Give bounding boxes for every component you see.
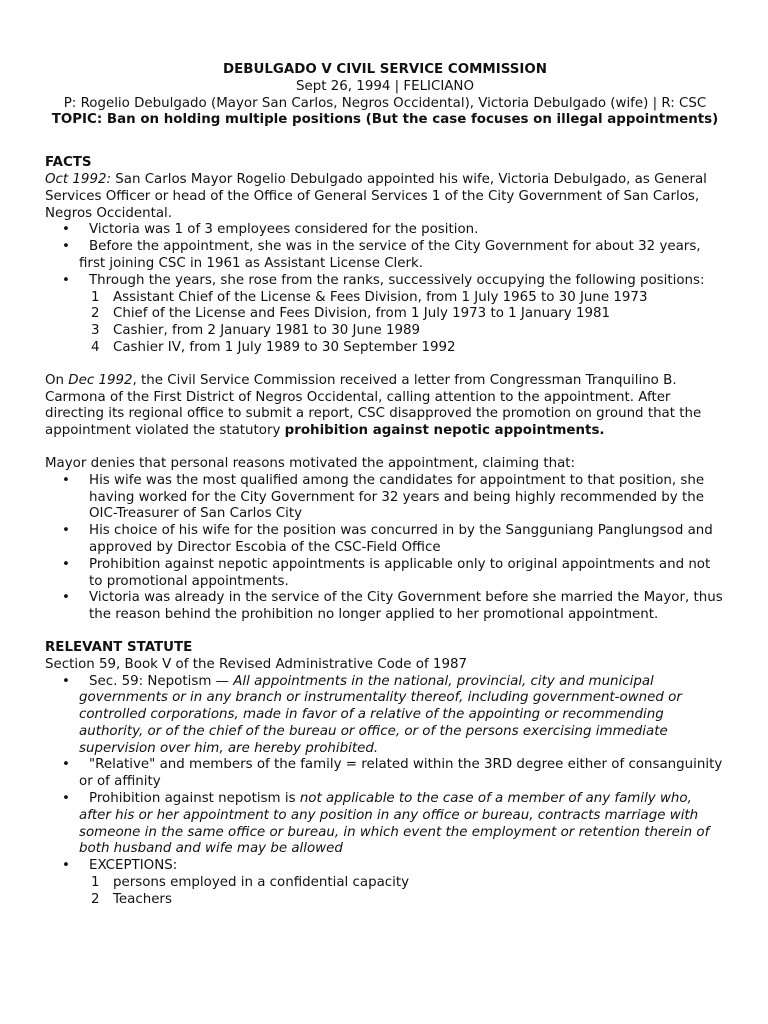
exceptions-list [45,875,725,909]
list-item: • His choice of his wife for the position was concurred in by the Sangguniang Panglungsod and approved by Director Escobia of the CSC-Field Office [62,523,713,555]
facts-heading: FACTS [45,155,92,171]
nepotic-emphasis: prohibition against nepotic appointments. [284,423,605,439]
list-item: • Victoria was 1 of 3 employees considered for the position. [62,222,479,238]
parties-line: P: Rogelio Debulgado (Mayor San Carlos, Negros Occidental), Victoria Debulgado (wife) | R: CSC [63,95,707,111]
list-item: • Prohibition against nepotic appointments is applicable only to original appointments and not to promotional appointments. [62,556,711,589]
document-page [45,62,725,909]
bullet-icon: • [62,757,70,773]
list-item: 1 persons employed in a confidential capacity [91,875,410,891]
topic-text: Ban on holding multiple positions (But the case focuses on illegal appointments) [106,112,719,128]
topic-line [45,112,725,129]
sec-text: All appointments in the national, provincial, city and municipal governments or in any branch or instrumentality thereof, including government-owned or controlled corporations, made in favor of a relative of the appointing or recommending authority, or of the chief of the bureau or office, or of the persons exercising immediate supervision over him, are hereby prohibited. [79,673,682,756]
list-item [45,674,725,758]
positions-list [45,290,725,357]
mayor-denial: Mayor denies that personal reasons motivated the appointment, claiming that: [45,455,576,471]
list-item: 2 Chief of the License and Fees Division, from 1 July 1973 to 1 January 1981 [91,306,611,322]
facts-bullets [45,222,725,289]
case-title: DEBULGADO V CIVIL SERVICE COMMISSION [223,62,547,77]
bullet-icon: • [62,590,70,606]
statute-bullets [45,674,725,876]
bullet-icon: • [62,673,70,689]
bullet-icon: • [62,472,70,488]
date-ponente: Sept 26, 1994 | FELICIANO [296,78,474,94]
list-item: 2 Teachers [91,891,172,907]
csc-paragraph: On Dec 1992, the Civil Service Commission received a letter from Congressman Tranquilino B. Carmona of the First District of Negros Occidental, calling attention to the appointment. After directing its regional office to submit a report, CSC disapproved the promotion on ground that the appointment violated the statutory prohibition against nepotic appointments. [45,372,702,439]
mayor-claims [45,473,725,624]
list-item: • "Relative" and members of the family = related within the 3RD degree either of consanguinity or of affinity [62,757,723,790]
list-item: • Prohibition against nepotism is not applicable to the case of a member of any family who, after his or her appointment to any position in any office or bureau, contracts marriage with someone in the same office or bureau, in which event the employment or retention therein of both husband and wife may be allowed [62,791,710,857]
list-item: 4 Cashier IV, from 1 July 1989 to 30 September 1992 [91,339,456,355]
list-item: • Victoria was already in the service of the City Government before she married the Mayor, thus the reason behind the prohibition no longer applied to her promotional appointment. [62,590,723,623]
topic-label: TOPIC: [51,112,103,128]
facts-intro-text: San Carlos Mayor Rogelio Debulgado appointed his wife, Victoria Debulgado, as General Services Officer or head of the Office of General Services 1 of the City Government of San Carlos, Negros Occidental. [45,171,707,221]
sec-label: Sec. 59: Nepotism — [89,673,234,689]
bullet-icon: • [62,523,70,539]
bullet-icon: • [62,222,70,238]
list-item: • Before the appointment, she was in the service of the City Government for about 32 years, first joining CSC in 1961 as Assistant License Clerk. [62,239,701,271]
exceptions-label: EXCEPTIONS: [89,858,178,874]
list-item: • Through the years, she rose from the ranks, successively occupying the following positions: [62,272,705,288]
csc-date: Dec 1992 [68,372,133,388]
bullet-icon: • [62,239,70,255]
bullet-icon: • [62,791,70,807]
list-item [45,858,725,875]
facts-intro-date: Oct 1992: [45,171,111,187]
statute-source: Section 59, Book V of the Revised Administrative Code of 1987 [45,656,468,672]
bullet-icon: • [62,556,70,572]
list-item: 1 Assistant Chief of the License & Fees Division, from 1 July 1965 to 30 June 1973 [91,289,648,305]
list-item: • His wife was the most qualified among the candidates for appointment to that position, she having worked for the City Government for 32 years and being highly recommended by the OIC-Treasurer of San Carlos City [62,472,705,522]
bullet-icon: • [62,858,70,874]
statute-heading: RELEVANT STATUTE [45,639,193,655]
list-item: 3 Cashier, from 2 January 1981 to 30 June 1989 [91,323,421,339]
bullet-icon: • [62,272,70,288]
facts-intro [45,172,725,222]
